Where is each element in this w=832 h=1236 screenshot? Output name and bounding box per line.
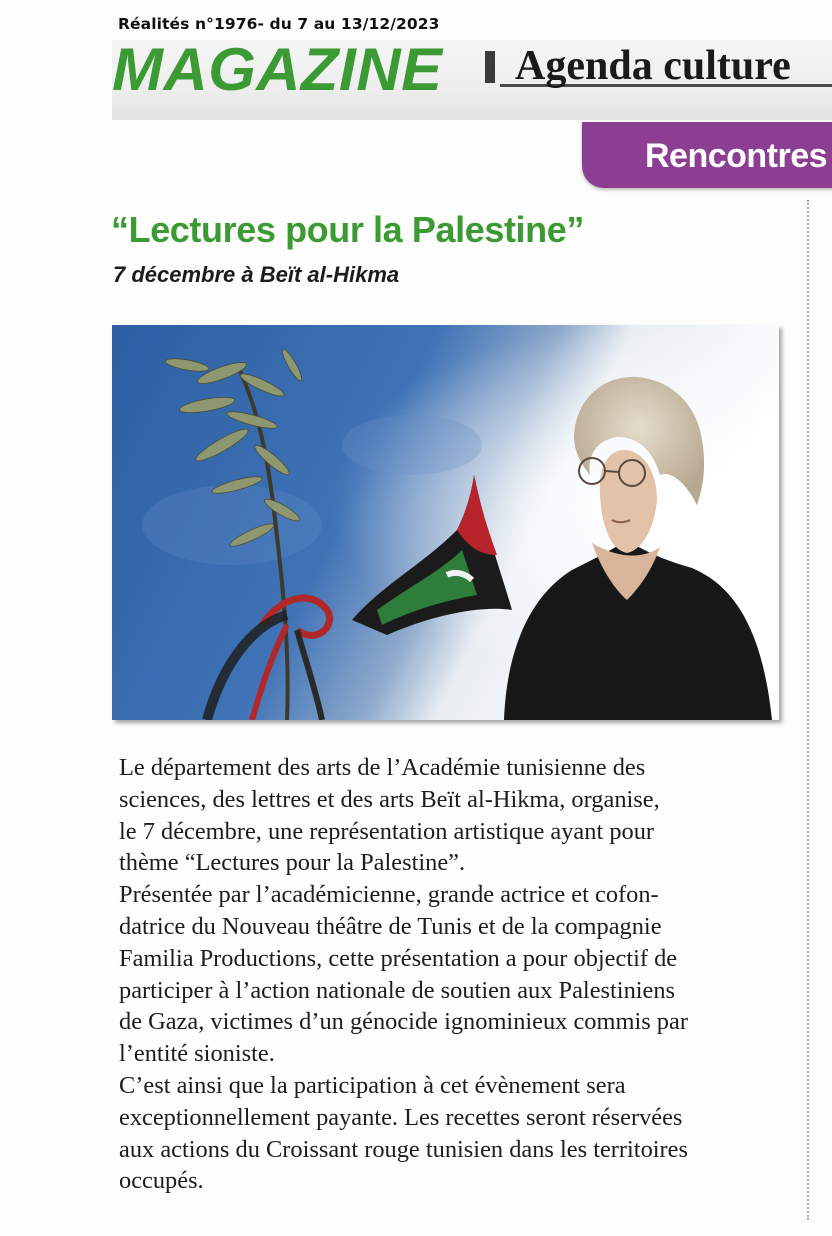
magazine-logo: MAGAZINE [112, 36, 443, 103]
article-subtitle: 7 décembre à Beït al-Hikma [113, 262, 400, 287]
body-line: C’est ainsi que la participation à cet évènement sera [119, 1071, 626, 1099]
body-line: Le département des arts de l’Académie tunisienne des [119, 754, 646, 781]
body-line: thème “Lectures pour la Palestine”. [119, 849, 466, 877]
body-line: l’entité sioniste. [119, 1040, 275, 1068]
rubric-tab [582, 122, 832, 188]
body-line: participer à l’action nationale de soutien aux Palestiniens [119, 976, 676, 1004]
photo-illustration [112, 325, 779, 720]
body-line: le 7 décembre, une représentation artistique ayant pour [119, 817, 655, 845]
article-body [119, 752, 799, 1197]
body-line: occupés. [119, 1167, 204, 1195]
body-line: de Gaza, victimes d’un génocide ignominieux commis par [119, 1008, 688, 1036]
column-divider [807, 200, 809, 1220]
body-line: aux actions du Croissant rouge tunisien dans les territoires [119, 1135, 688, 1163]
section-separator [485, 51, 495, 83]
edition-line: Réalités n°1976- du 7 au 13/12/2023 [118, 15, 440, 33]
body-line: exceptionnellement payante. Les recettes seront réservées [119, 1103, 683, 1131]
article-title: “Lectures pour la Palestine” [111, 209, 584, 250]
article-photo [112, 325, 779, 720]
section-title: Agenda culture [515, 43, 791, 89]
body-line: datrice du Nouveau théâtre de Tunis et de la compagnie [119, 912, 662, 940]
body-line: Familia Productions, cette présentation a pour objectif de [119, 944, 678, 972]
rubric-label: Rencontres [645, 137, 828, 175]
body-line: Présentée par l’académicienne, grande actrice et cofon- [119, 881, 659, 909]
body-line: sciences, des lettres et des arts Beït al-Hikma, organise, [119, 785, 660, 813]
